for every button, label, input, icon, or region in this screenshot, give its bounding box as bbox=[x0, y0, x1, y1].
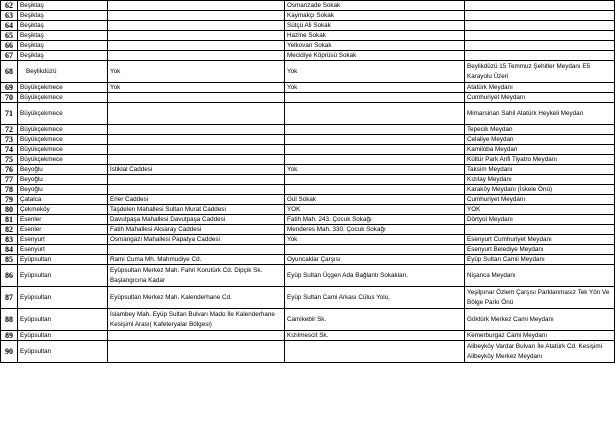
square-cell: Cumhuriyet Meydanı bbox=[465, 93, 615, 103]
table-row bbox=[1, 125, 615, 135]
street-cell: Osmangazi Mahallesi Papatya Caddesi bbox=[108, 235, 285, 245]
row-number: 69 bbox=[1, 83, 18, 93]
table-row bbox=[1, 165, 615, 175]
square-cell: Beylikdüzü 15 Temmuz Şehitler Meydanı E5 Karayolu Üzeri bbox=[465, 61, 615, 83]
street-cell: İstiklal Caddesi bbox=[108, 165, 285, 175]
row-number: 75 bbox=[1, 155, 18, 165]
district-cell: Büyükçekmece bbox=[18, 103, 108, 125]
district-cell: Esenler bbox=[18, 225, 108, 235]
street-cell: Yok bbox=[108, 83, 285, 93]
street-cell bbox=[108, 11, 285, 21]
table-row bbox=[1, 195, 615, 205]
table-row bbox=[1, 145, 615, 155]
secondary-street-cell bbox=[285, 125, 465, 135]
square-cell: Eyüp Sultan Camii Meydanı bbox=[465, 255, 615, 265]
secondary-street-cell bbox=[285, 103, 465, 125]
district-cell: Büyükçekmece bbox=[18, 155, 108, 165]
square-cell: Kızılay Meydanı bbox=[465, 175, 615, 185]
row-number: 81 bbox=[1, 215, 18, 225]
square-cell bbox=[465, 1, 615, 11]
row-number: 65 bbox=[1, 31, 18, 41]
table-row bbox=[1, 215, 615, 225]
secondary-street-cell: Kaymakçı Sokak bbox=[285, 11, 465, 21]
square-cell bbox=[465, 51, 615, 61]
table-row bbox=[1, 1, 615, 11]
secondary-street-cell: Osmanzade Sokak bbox=[285, 1, 465, 11]
street-cell bbox=[108, 341, 285, 363]
secondary-street-cell bbox=[285, 155, 465, 165]
row-number: 70 bbox=[1, 93, 18, 103]
square-cell: Göktürk Merkez Cami Meydanı bbox=[465, 309, 615, 331]
row-number: 79 bbox=[1, 195, 18, 205]
secondary-street-cell bbox=[285, 245, 465, 255]
street-cell bbox=[108, 31, 285, 41]
secondary-street-cell: Eyüp Sultan Cami Arkası Cülus Yolu, bbox=[285, 287, 465, 309]
secondary-street-cell bbox=[285, 93, 465, 103]
secondary-street-cell: Yok bbox=[285, 235, 465, 245]
table-row bbox=[1, 287, 615, 309]
secondary-street-cell bbox=[285, 145, 465, 155]
row-number: 63 bbox=[1, 11, 18, 21]
table-row bbox=[1, 61, 615, 83]
square-cell: Mimarsinan Sahil Atatürk Heykeli Meydan bbox=[465, 103, 615, 125]
street-cell: Eyüpsultan Merkez Mah. Kalenderhane Cd. bbox=[108, 287, 285, 309]
street-cell bbox=[108, 1, 285, 11]
square-cell: Atatürk Meydanı bbox=[465, 83, 615, 93]
street-cell bbox=[108, 155, 285, 165]
secondary-street-cell: Oyuncaklar Çarşısı bbox=[285, 255, 465, 265]
street-cell bbox=[108, 93, 285, 103]
secondary-street-cell: Sütçü Ali Sokak bbox=[285, 21, 465, 31]
secondary-street-cell: Fatih Mah. 243. Çocuk Sokağı bbox=[285, 215, 465, 225]
district-cell: Büyükçekmece bbox=[18, 135, 108, 145]
table-row bbox=[1, 51, 615, 61]
secondary-street-cell: Mecidiye Köprüsü Sokak bbox=[285, 51, 465, 61]
square-cell: Kamiloba Meydan bbox=[465, 145, 615, 155]
row-number: 83 bbox=[1, 235, 18, 245]
district-cell: Eyüpsultan bbox=[18, 255, 108, 265]
square-cell: Kültür Park Anfi Tiyatro Meydanı bbox=[465, 155, 615, 165]
square-cell: Esenyurt Belediye Meydanı bbox=[465, 245, 615, 255]
secondary-street-cell: Eyüp Sultan Üçgen Ada Bağlantı Sokakları. bbox=[285, 265, 465, 287]
table-row bbox=[1, 135, 615, 145]
square-cell bbox=[465, 225, 615, 235]
district-cell: Büyükçekmece bbox=[18, 83, 108, 93]
district-cell: Büyükçekmece bbox=[18, 93, 108, 103]
table-row bbox=[1, 205, 615, 215]
secondary-street-cell bbox=[285, 185, 465, 195]
square-cell bbox=[465, 11, 615, 21]
row-number: 89 bbox=[1, 331, 18, 341]
street-cell bbox=[108, 51, 285, 61]
table-row bbox=[1, 93, 615, 103]
district-cell: Eyüpsultan bbox=[18, 265, 108, 287]
row-number: 71 bbox=[1, 103, 18, 125]
row-number: 87 bbox=[1, 287, 18, 309]
street-cell: İslambey Mah. Eyüp Sultan Bulvarı Mado İle Kalenderhane Kesişimi Arası( Kafeteryalar Bölgesi) bbox=[108, 309, 285, 331]
row-number: 88 bbox=[1, 309, 18, 331]
square-cell: Tepecik Meydan bbox=[465, 125, 615, 135]
table-row bbox=[1, 185, 615, 195]
row-number: 76 bbox=[1, 165, 18, 175]
district-cell: Eyüpsultan bbox=[18, 287, 108, 309]
square-cell: Yeşilpınar Özlem Çarşısı Parklanmasız Tek Yön Ve Bölge Parkı Önü bbox=[465, 287, 615, 309]
row-number: 66 bbox=[1, 41, 18, 51]
district-cell: Eyüpsultan bbox=[18, 331, 108, 341]
street-cell bbox=[108, 175, 285, 185]
square-cell bbox=[465, 41, 615, 51]
secondary-street-cell: Yok bbox=[285, 165, 465, 175]
district-cell: Esenyurt bbox=[18, 235, 108, 245]
district-cell: Beyoğlu bbox=[18, 185, 108, 195]
secondary-street-cell: Yok bbox=[285, 61, 465, 83]
table-row bbox=[1, 245, 615, 255]
district-cell: Beşiktaş bbox=[18, 41, 108, 51]
district-cell: Beylikdüzü bbox=[18, 61, 108, 83]
row-number: 72 bbox=[1, 125, 18, 135]
square-cell: Celaliye Meydan bbox=[465, 135, 615, 145]
table-row bbox=[1, 21, 615, 31]
table-row bbox=[1, 41, 615, 51]
secondary-street-cell bbox=[285, 175, 465, 185]
street-cell bbox=[108, 145, 285, 155]
square-cell: Cumhuriyet Meydanı bbox=[465, 195, 615, 205]
street-cell bbox=[108, 135, 285, 145]
secondary-street-cell bbox=[285, 341, 465, 363]
table-row bbox=[1, 11, 615, 21]
district-cell: Beşiktaş bbox=[18, 31, 108, 41]
row-number: 74 bbox=[1, 145, 18, 155]
district-cell: Esenler bbox=[18, 215, 108, 225]
district-cell: Beşiktaş bbox=[18, 21, 108, 31]
street-cell bbox=[108, 185, 285, 195]
table-row bbox=[1, 103, 615, 125]
table-body bbox=[1, 1, 615, 363]
secondary-street-cell: Yok bbox=[285, 83, 465, 93]
street-cell bbox=[108, 331, 285, 341]
row-number: 77 bbox=[1, 175, 18, 185]
secondary-street-cell: Hazine Sokak bbox=[285, 31, 465, 41]
row-number: 68 bbox=[1, 61, 18, 83]
street-cell: Taşdelen Mahallesi Sultan Murat Caddesi bbox=[108, 205, 285, 215]
street-cell: Rami Cuma Mh. Mahmudiye Cd. bbox=[108, 255, 285, 265]
district-cell: Beşiktaş bbox=[18, 51, 108, 61]
street-cell bbox=[108, 245, 285, 255]
district-cell: Eyüpsultan bbox=[18, 309, 108, 331]
table-row bbox=[1, 175, 615, 185]
street-cell bbox=[108, 41, 285, 51]
square-cell: Karaköy Meydanı (İskele Önü) bbox=[465, 185, 615, 195]
street-cell: Eyüpsultan Merkez Mah. Fahri Korutürk Cd. Dipçik Sk. Başlangıcına Kadar bbox=[108, 265, 285, 287]
square-cell: YOK bbox=[465, 205, 615, 215]
secondary-street-cell: YOK bbox=[285, 205, 465, 215]
district-cell: Esenyurt bbox=[18, 245, 108, 255]
street-cell: Fatih Mahallesi Aksaray Caddesi bbox=[108, 225, 285, 235]
row-number: 64 bbox=[1, 21, 18, 31]
secondary-street-cell bbox=[285, 135, 465, 145]
street-cell bbox=[108, 125, 285, 135]
square-cell bbox=[465, 31, 615, 41]
table-row bbox=[1, 225, 615, 235]
square-cell bbox=[465, 21, 615, 31]
table-row bbox=[1, 155, 615, 165]
row-number: 67 bbox=[1, 51, 18, 61]
street-cell: Erler Caddesi bbox=[108, 195, 285, 205]
row-number: 84 bbox=[1, 245, 18, 255]
secondary-street-cell: Yelkovan Sokak bbox=[285, 41, 465, 51]
district-cell: Beyoğlu bbox=[18, 165, 108, 175]
table-row bbox=[1, 31, 615, 41]
square-cell: Esenyurt Cumhuriyet Meydanı bbox=[465, 235, 615, 245]
table-row bbox=[1, 331, 615, 341]
square-cell: Taksim Meydanı bbox=[465, 165, 615, 175]
row-number: 86 bbox=[1, 265, 18, 287]
table-row bbox=[1, 235, 615, 245]
row-number: 78 bbox=[1, 185, 18, 195]
row-number: 90 bbox=[1, 341, 18, 363]
district-cell: Çatalca bbox=[18, 195, 108, 205]
district-cell: Beyoğlu bbox=[18, 175, 108, 185]
district-cell: Büyükçekmece bbox=[18, 125, 108, 135]
table-row bbox=[1, 341, 615, 363]
row-number: 62 bbox=[1, 1, 18, 11]
square-cell: Alibeyköy Vardar Bulvarı İle Atatürk Cd. Kesişimi Alibeyköy Merkez Meydanı bbox=[465, 341, 615, 363]
secondary-street-cell: Gül Sokak bbox=[285, 195, 465, 205]
table-row bbox=[1, 265, 615, 287]
table-row bbox=[1, 255, 615, 265]
square-cell: Nişanca Meydanı bbox=[465, 265, 615, 287]
secondary-street-cell: Camikebir Sk. bbox=[285, 309, 465, 331]
district-cell: Eyüpsultan bbox=[18, 341, 108, 363]
district-cell: Çekmeköy bbox=[18, 205, 108, 215]
square-cell: Kemerburgaz Cami Meydanı bbox=[465, 331, 615, 341]
square-cell: Dörtyol Meydanı bbox=[465, 215, 615, 225]
street-cell: Davutpaşa Mahallesi Davutpaşa Caddesi bbox=[108, 215, 285, 225]
district-cell: Beşiktaş bbox=[18, 11, 108, 21]
district-cell: Beşiktaş bbox=[18, 1, 108, 11]
row-number: 73 bbox=[1, 135, 18, 145]
secondary-street-cell: Menderes Mah. 330. Çocuk Sokağı bbox=[285, 225, 465, 235]
district-cell: Büyükçekmece bbox=[18, 145, 108, 155]
street-cell bbox=[108, 21, 285, 31]
street-cell: Yok bbox=[108, 61, 285, 83]
street-cell bbox=[108, 103, 285, 125]
row-number: 80 bbox=[1, 205, 18, 215]
row-number: 82 bbox=[1, 225, 18, 235]
row-number: 85 bbox=[1, 255, 18, 265]
secondary-street-cell: Kızılmescit Sk. bbox=[285, 331, 465, 341]
table-row bbox=[1, 83, 615, 93]
table-row bbox=[1, 309, 615, 331]
